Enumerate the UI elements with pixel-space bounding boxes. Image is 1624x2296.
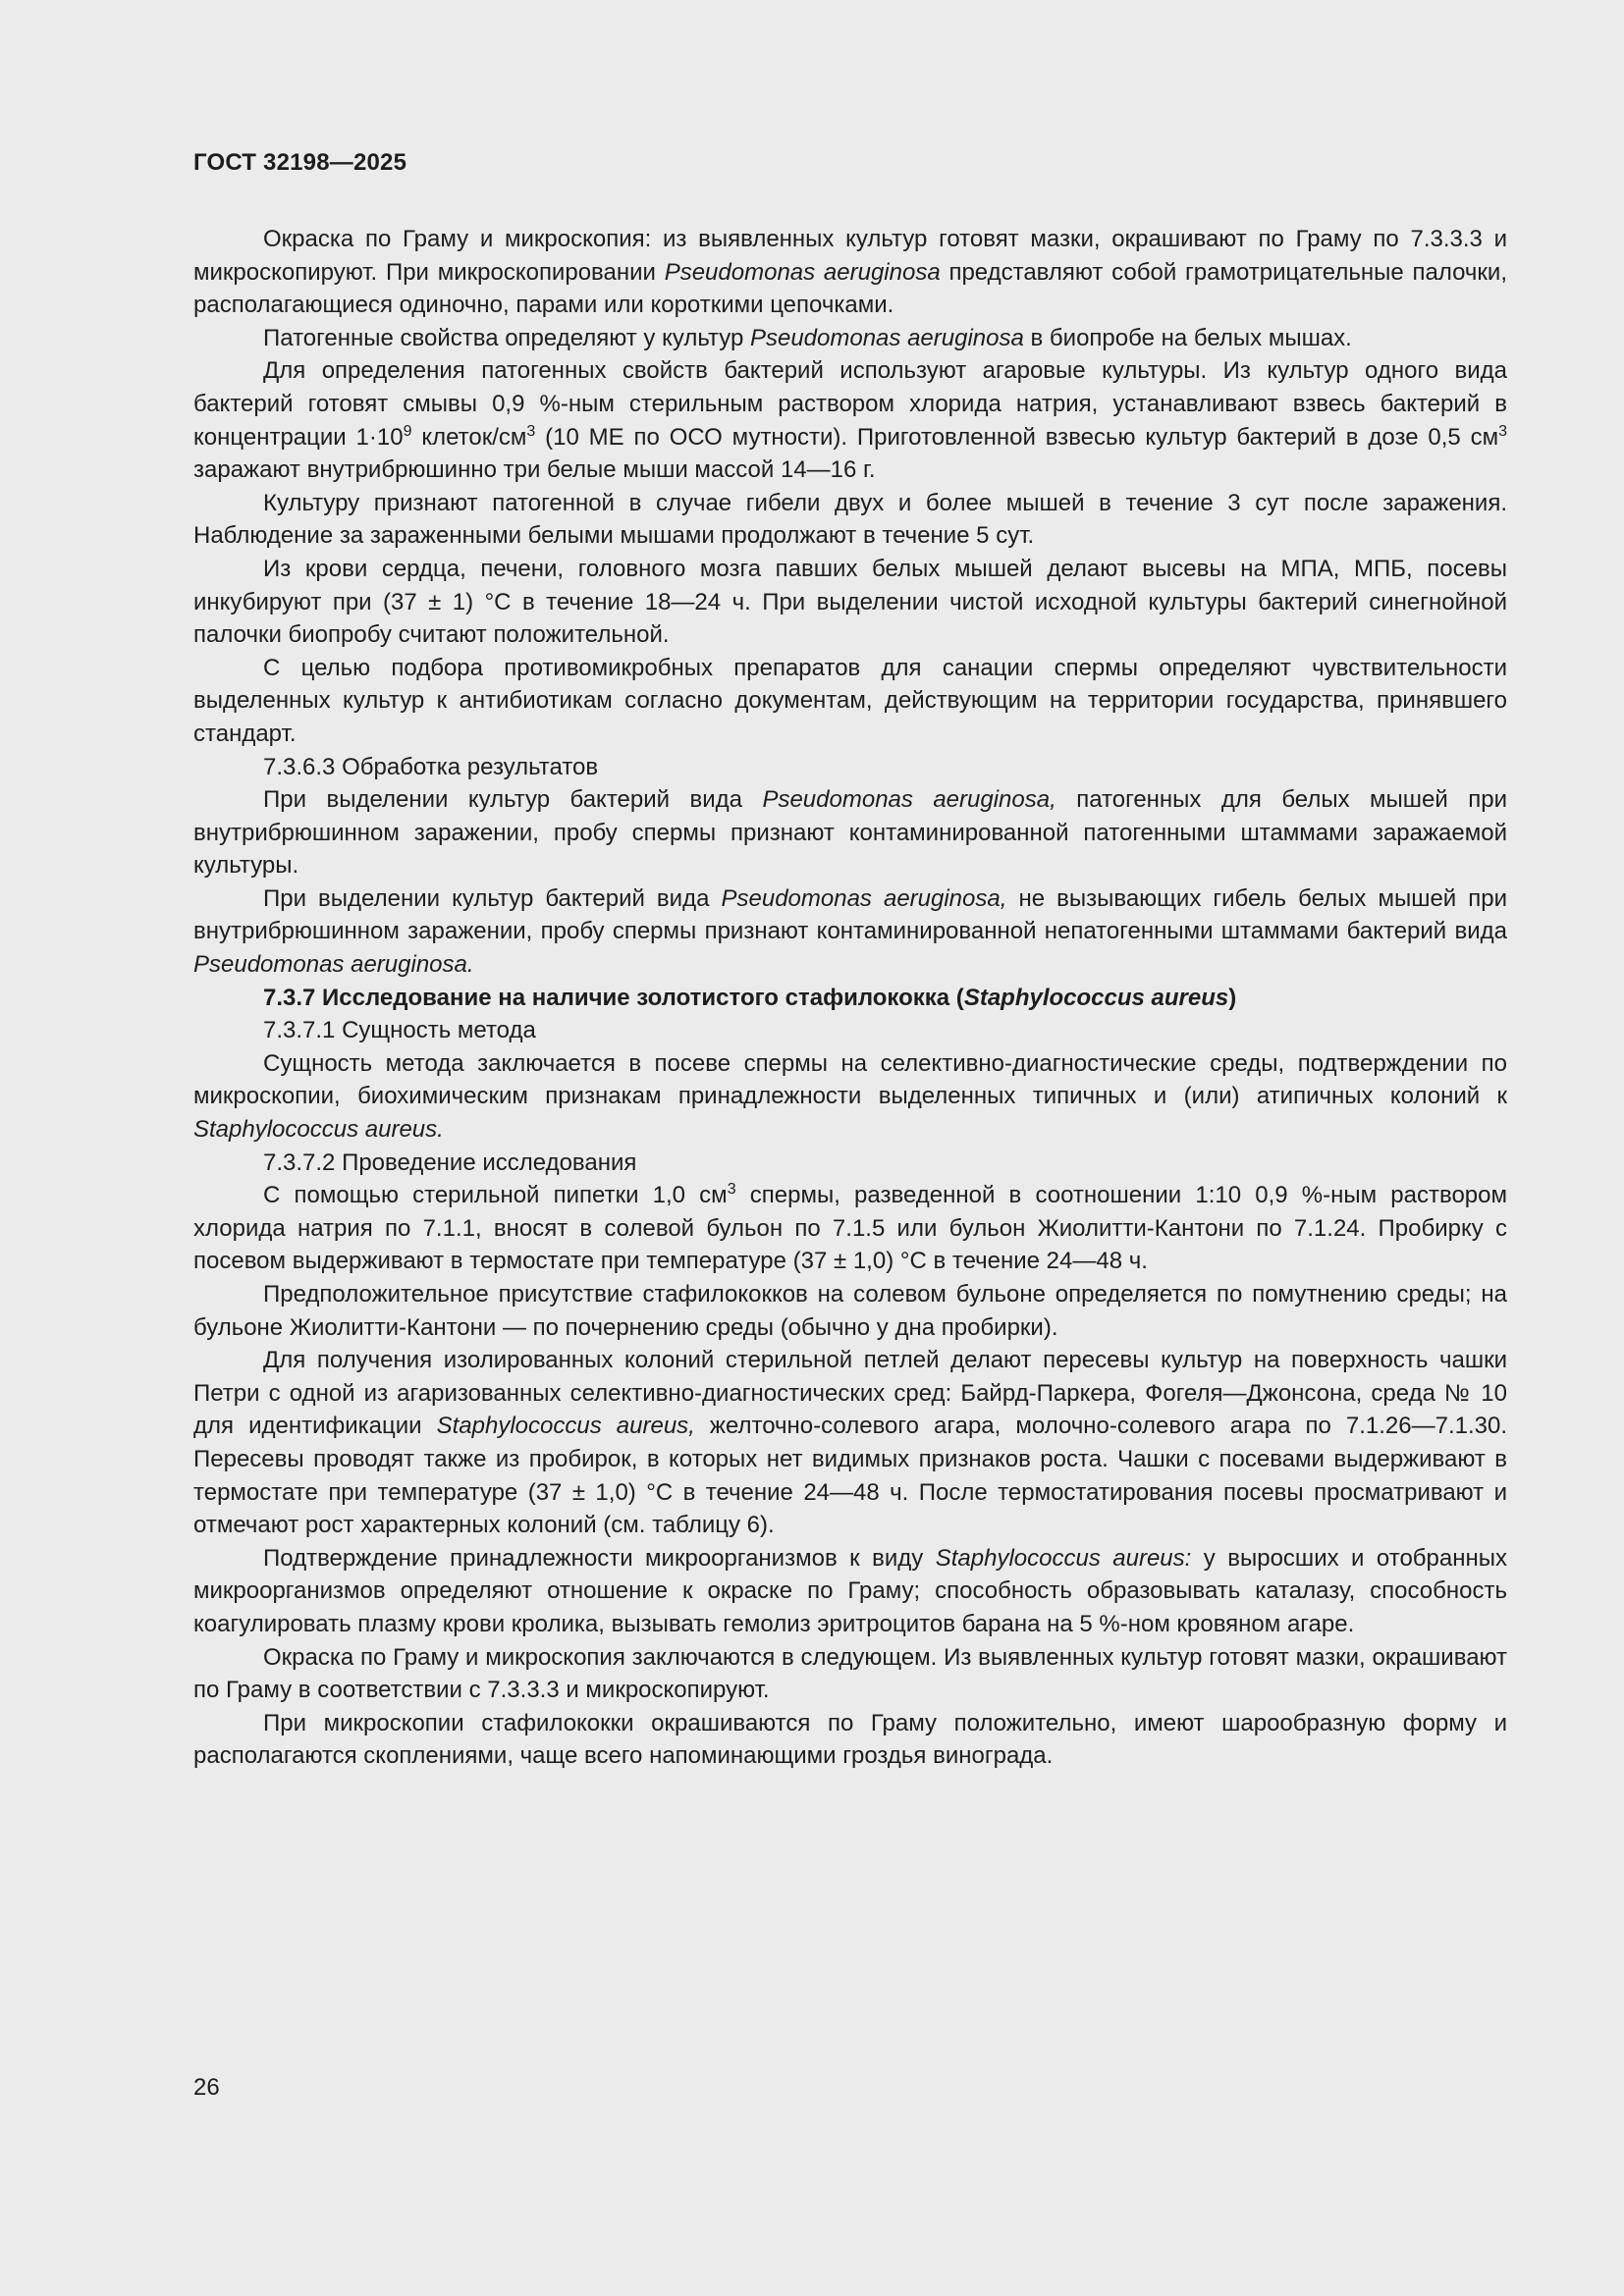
subsection-heading	[193, 751, 1507, 784]
paragraph	[193, 1641, 1507, 1707]
paragraph	[193, 783, 1507, 882]
text-run: Для получения изолированных колоний стерильной петлей делают пересевы культур на поверхность чашки Петри с одной из агаризованных селективно-диагностических сред: Байрд-Паркера, Фогеля—Джонсона, среда № 10 для идентификации	[193, 1347, 1507, 1440]
text-run: в биопробе на белых мышах.	[1023, 324, 1352, 351]
body-text	[193, 223, 1507, 1773]
paragraph	[193, 322, 1507, 355]
superscript-run: 3	[727, 1181, 736, 1199]
italic-run: Staphylococcus aureus,	[436, 1413, 695, 1440]
paragraph	[193, 354, 1507, 486]
text-run: 7.3.6.3 Обработка результатов	[263, 753, 599, 780]
text-run: Сущность метода заключается в посеве спермы на селективно-диагностические среды, подтверждении по микроскопии, биохимическим признакам принадлежности выделенных типичных и (или) атипичных колоний к	[193, 1049, 1507, 1110]
paragraph	[193, 1047, 1507, 1147]
superscript-run: 3	[1498, 422, 1507, 440]
italic-run: Pseudomonas aeruginosa	[749, 324, 1024, 351]
text-run: При микроскопии стафилококки окрашиваются по Граму положительно, имеют шарообразную форму и располагаются скоплениями, чаще всего напоминающими гроздья винограда.	[193, 1709, 1507, 1770]
paragraph	[193, 1344, 1507, 1542]
subsection-heading	[193, 1014, 1507, 1047]
text-run: желточно-солевого агара, молочно-солевого агара по 7.1.26—7.1.30. Пересевы проводят также из пробирок, в которых нет видимых признаков роста. Чашки с посевами выдерживают в термостате при температуре (37 ± 1,0) °С в течение 24—48 ч. После термостатирования посевы просматривают и отмечают рост характерных колоний (см. таблицу 6).	[193, 1413, 1507, 1539]
text-run: (10 МЕ по ОСО мутности). Приготовленной взвесью культур бактерий в дозе 0,5 см	[535, 423, 1499, 451]
italic-run: Staphylococcus aureus.	[193, 1116, 444, 1144]
italic-run: Pseudomonas aeruginosa,	[721, 884, 1007, 912]
text-run: спермы, разведенной в соотношении 1:10 0,9 %-ным раствором хлорида натрия по 7.1.1, вносят в солевой бульон по 7.1.5 или бульон Жиолитти-Кантони по 7.1.24. Пробирку с посевом выдерживают в термостате при температуре (37 ± 1,0) °С в течение 24—48 ч.	[193, 1182, 1507, 1275]
text-run: у выросших и отобранных микроорганизмов определяют отношение к окраске по Граму; способность образовывать каталазу, способность коагулировать плазму крови кролика, вызывать гемолиз эритроцитов барана на 5 %-ном кровяном агаре.	[193, 1544, 1508, 1637]
text-run: Культуру признают патогенной в случае гибели двух и более мышей в течение 3 сут после заражения. Наблюдение за зараженными белыми мышами продолжают в течение 5 сут.	[193, 489, 1507, 550]
text-run: Патогенные свойства определяют у культур	[263, 324, 750, 351]
text-run: Для определения патогенных свойств бактерий используют агаровые культуры. Из культур одного вида бактерий готовят смывы 0,9 %-ным стерильным раствором хлорида натрия, устанавливают взвесь бактерий в концентрации 1·10	[193, 357, 1507, 451]
paragraph	[193, 553, 1507, 652]
paragraph	[193, 223, 1507, 322]
italic-run: Pseudomonas aeruginosa	[664, 258, 941, 286]
text-run: не вызывающих гибель белых мышей при внутрибрюшинном заражении, пробу спермы признают контаминированной непатогенными штаммами бактерий вида	[193, 884, 1507, 945]
paragraph	[193, 487, 1507, 553]
page-number: 26	[193, 2074, 220, 2101]
text-run: Предположительное присутствие стафилококков на солевом бульоне определяется по помутнению среды; на бульоне Жиолитти-Кантони — по почернению среды (обычно у дна пробирки).	[193, 1281, 1507, 1341]
superscript-run: 9	[403, 422, 412, 440]
text-run: патогенных для белых мышей при внутрибрюшинном заражении, пробу спермы признают контаминированной патогенными штаммами заражаемой культуры.	[193, 786, 1507, 880]
section-heading	[193, 982, 1507, 1015]
text-run: С помощью стерильной пипетки 1,0 см	[263, 1182, 728, 1209]
paragraph	[193, 1179, 1507, 1278]
text-run: Из крови сердца, печени, головного мозга павших белых мышей делают высевы на МПА, МПБ, посевы инкубируют при (37 ± 1) °С в течение 18—24 ч. При выделении чистой исходной культуры бактерий синегнойной палочки биопробу считают положительной.	[193, 555, 1507, 649]
text-run: Подтверждение принадлежности микроорганизмов к виду	[263, 1544, 936, 1572]
text-run: 7.3.7 Исследование на наличие золотистого стафилококка (	[263, 984, 964, 1011]
text-run: представляют собой грамотрицательные палочки, располагающиеся одиночно, парами или короткими цепочками.	[193, 258, 1508, 319]
text-run: клеток/см	[411, 423, 527, 451]
paragraph	[193, 652, 1507, 751]
text-run: При выделении культур бактерий вида	[263, 786, 763, 814]
text-run: 7.3.7.2 Проведение исследования	[263, 1148, 637, 1176]
italic-run: Pseudomonas aeruginosa.	[193, 951, 474, 979]
document-code: ГОСТ 32198—2025	[193, 149, 407, 176]
paragraph	[193, 1278, 1507, 1344]
text-run: При выделении культур бактерий вида	[263, 884, 722, 912]
paragraph	[193, 882, 1507, 982]
subsection-heading	[193, 1147, 1507, 1180]
paragraph	[193, 1542, 1507, 1641]
italic-run: Pseudomonas aeruginosa,	[762, 786, 1056, 814]
text-run: С целью подбора противомикробных препаратов для санации спермы определяют чувствительности выделенных культур к антибиотикам согласно документам, действующим на территории государства, принявшего стандарт.	[193, 654, 1507, 747]
italic-run: Staphylococcus aureus	[963, 984, 1229, 1011]
text-run: Окраска по Граму и микроскопия заключаются в следующем. Из выявленных культур готовят мазки, окрашивают по Граму в соответствии с 7.3.3.3 и микроскопируют.	[193, 1643, 1507, 1704]
text-run: заражают внутрибрюшинно три белые мыши массой 14—16 г.	[193, 456, 876, 484]
italic-run: Staphylococcus aureus:	[935, 1544, 1192, 1572]
superscript-run: 3	[526, 422, 536, 440]
text-run: Окраска по Граму и микроскопия: из выявленных культур готовят мазки, окрашивают по Граму по 7.3.3.3 и микроскопируют. При микроскопировании	[193, 226, 1507, 286]
text-run: 7.3.7.1 Сущность метода	[263, 1017, 536, 1044]
paragraph	[193, 1707, 1507, 1773]
text-run: )	[1228, 984, 1237, 1011]
